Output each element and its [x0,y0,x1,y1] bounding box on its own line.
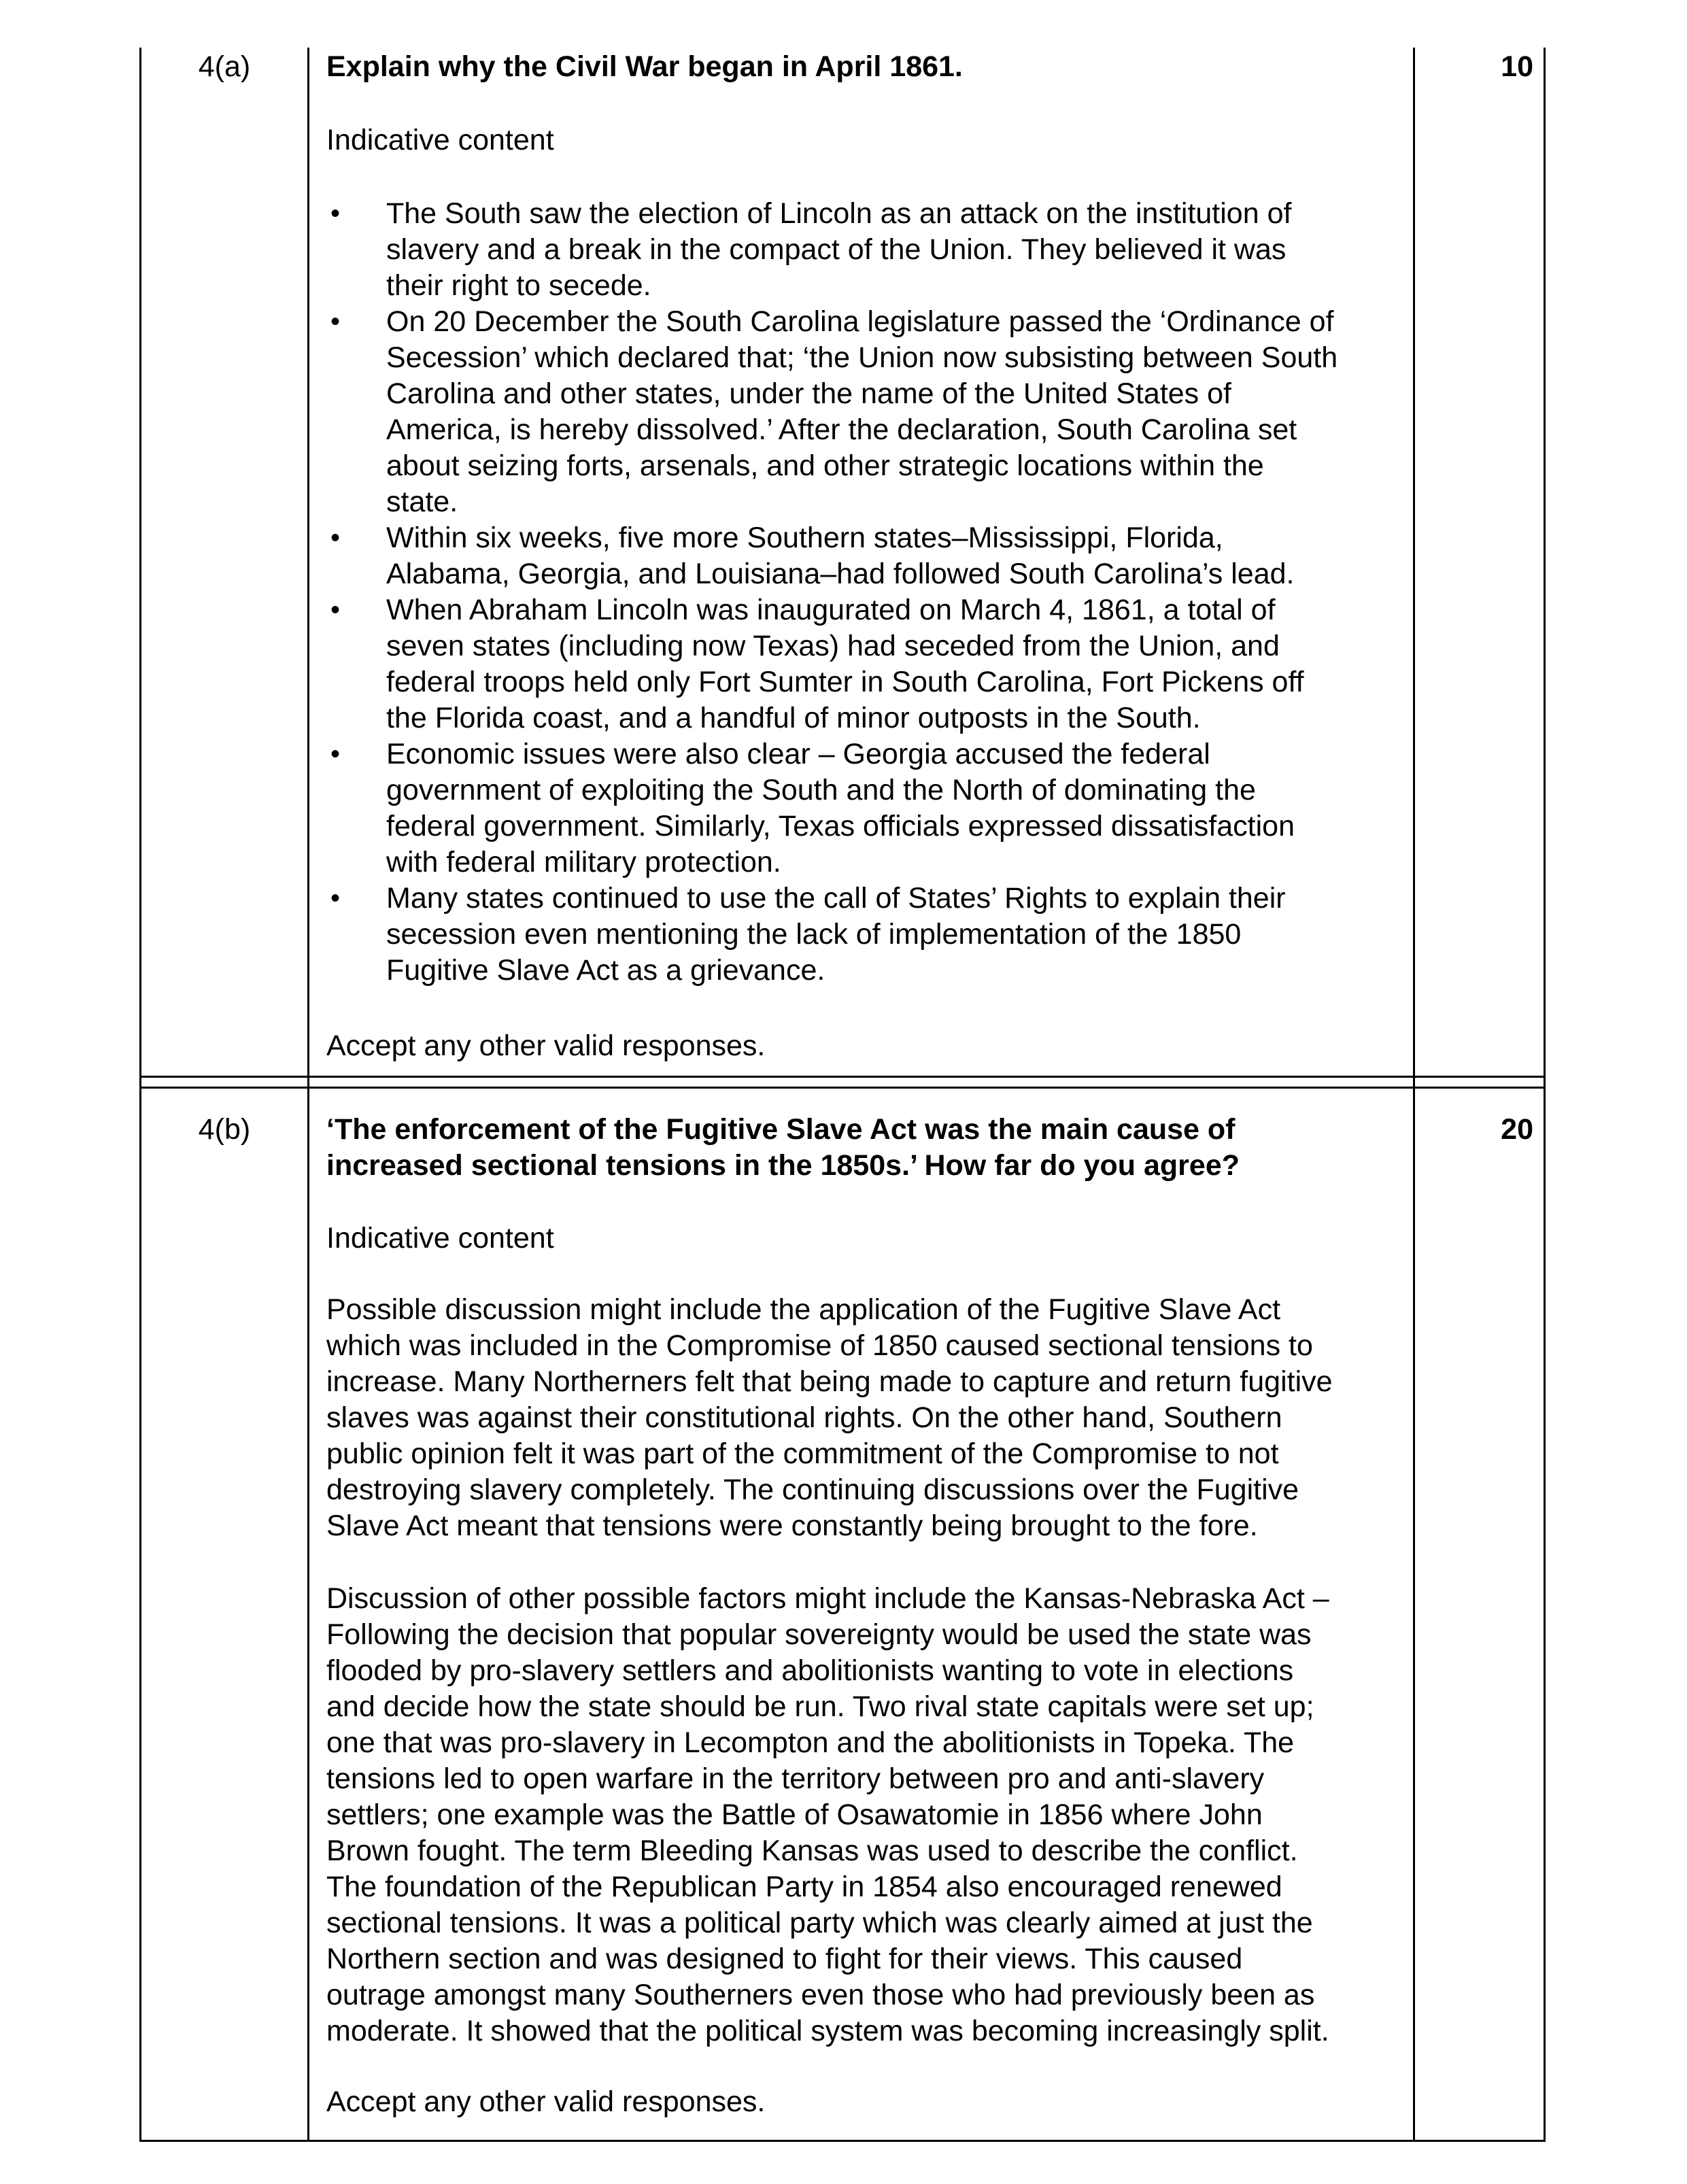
indicative-content-label: Indicative content [326,1222,554,1255]
question-title: ‘The enforcement of the Fugitive Slave Act was the main cause of increased sectional tensions in the 1850s.’ How far do you agree? [326,1113,1240,1182]
bullet-icon: • [330,883,341,913]
discussion-paragraph: Possible discussion might include the application of the Fugitive Slave Act which was included in the Compromise of 1850 caused sectional tensions to increase. Many Northerners felt that being made to capture and return fugitive slaves was against their constitutional rights. On the other hand, Southern public opinion felt it was part of the commitment of the Compromise to not destroying slavery completely. The continuing discussions over the Fugitive Slave Act meant that tensions were constantly being brought to the fore. [326,1293,1333,1542]
bullet-item: • Many states continued to use the call of States’ Rights to explain their secession even mentioning the lack of implementation of the 1850 Fugitive Slave Act as a grievance. [330,882,1286,987]
table-border-right [1544,48,1546,2142]
question-marks: 20 [1501,1113,1533,1146]
accept-note: Accept any other valid responses. [326,2085,766,2118]
bullet-item: • Within six weeks, five more Southern states–Mississippi, Florida, Alabama, Georgia, and Louisiana–had followed South Carolina’s lead. [330,522,1295,590]
indicative-content-label: Indicative content [326,124,554,156]
question-title: Explain why the Civil War began in April 1861. [326,50,963,83]
row-separator-bottom [139,1087,1546,1089]
row-separator-top [139,1076,1546,1078]
question-marks: 10 [1501,50,1533,83]
bullet-item: • On 20 December the South Carolina legislature passed the ‘Ordinance of Secession’ which declared that; ‘the Union now subsisting between South Carolina and other states, under the name of the United States of America, is hereby dissolved.’ After the declaration, South Carolina set about seizing forts, arsenals, and other strategic locations within the state. [330,305,1338,518]
bullet-list [326,196,1401,989]
table-border-bottom [139,2140,1546,2142]
bullet-icon: • [330,595,341,625]
bullet-icon: • [330,199,341,228]
bullet-item: • The South saw the election of Lincoln as an attack on the institution of slavery and a break in the compact of the Union. They believed it was their right to secede. [330,197,1292,302]
table-divider-marks [1413,48,1415,2142]
accept-note: Accept any other valid responses. [326,1029,766,1062]
bullet-icon: • [330,307,341,337]
bullet-icon: • [330,523,341,553]
table-divider-qnum [307,48,309,2142]
question-number: 4(a) [198,50,251,83]
bullet-item: • Economic issues were also clear – Georgia accused the federal government of exploiting the South and the North of dominating the federal government. Similarly, Texas officials expressed dissatisfaction with federal military protection. [330,738,1295,878]
bullet-item: • When Abraham Lincoln was inaugurated on March 4, 1861, a total of seven states (including now Texas) had seceded from the Union, and federal troops held only Fort Sumter in South Carolina, Fort Pickens off the Florida coast, and a handful of minor outposts in the South. [330,594,1304,734]
table-border-left [139,48,141,2142]
question-number: 4(b) [198,1113,251,1146]
discussion-paragraph: Discussion of other possible factors might include the Kansas-Nebraska Act – Following the decision that popular sovereignty would be used the state was flooded by pro-slavery settlers and abolitionists wanting to vote in elections and decide how the state should be run. Two rival state capitals were set up; one that was pro-slavery in Lecompton and the abolitionists in Topeka. The tensions led to open warfare in the territory between pro and anti-slavery settlers; one example was the Battle of Osawatomie in 1856 where John Brown fought. The term Bleeding Kansas was used to describe the conflict. The foundation of the Republican Party in 1854 also encouraged renewed sectional tensions. It was a political party which was clearly aimed at just the Northern section and was designed to fight for their views. This caused outrage amongst many Southerners even those who had previously been as moderate. It showed that the political system was becoming increasingly split. [326,1582,1329,2047]
bullet-icon: • [330,739,341,769]
